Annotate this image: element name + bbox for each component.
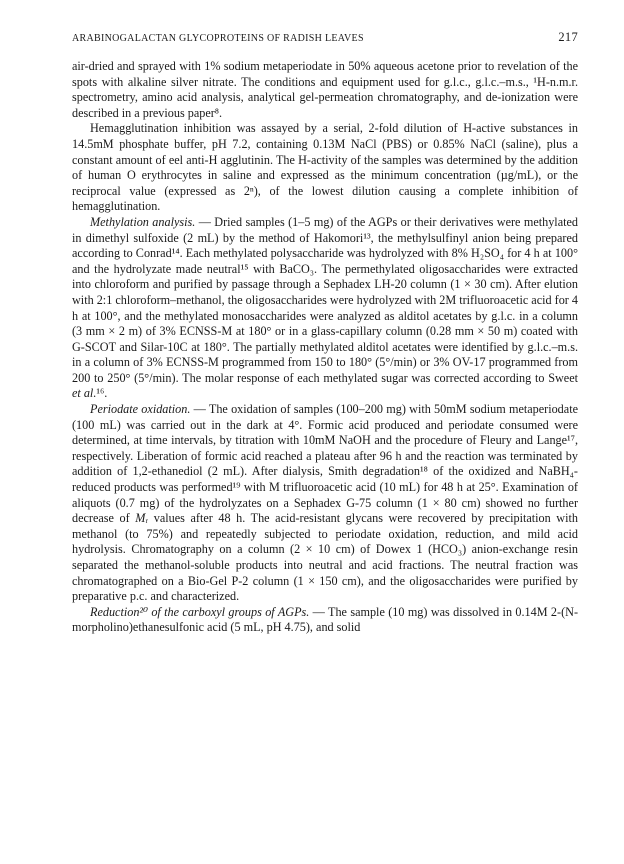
- paragraph: [72, 121, 578, 215]
- paragraph: [72, 59, 578, 121]
- journal-page: [72, 30, 578, 636]
- paragraph: [72, 605, 578, 636]
- page-number: 217: [558, 30, 578, 44]
- body-text-span: — The oxidation of samples (100–200 mg) with 50mM sodium metaperiodate (100 mL) was carried out in the dark at 4°. Formic acid produced and periodate consumed were determined, at time intervals, by titration with 10mM NaOH and the procedure of Fleury and Lange¹⁷, respectively. Liberation of formic acid reached a plateau after 96 h and the reaction was terminated by addition of 1,2-ethanediol (2 mL). After dialysis, Smith degradation¹⁸ of the oxidized and NaBH₄-reduced products was performed¹⁹ with M trifluoroacetic acid (10 mL) for 48 h at 25°. Examination of aliquots (0.7 mg) of the hydrolyzates on a Sephadex G-75 column (1 × 80 cm) showed no further decrease of: [72, 402, 578, 526]
- body-text-span: Hemagglutination inhibition was assayed by a serial, 2-fold dilution of H-active substances in 14.5mM phosphate buffer, pH 7.2, containing 0.13M NaCl (PBS) or 0.85% NaCl (saline), plus a constant amount of eel anti-H agglutinin. The H-activity of the samples was determined by the addition of human O erythrocytes in saline and expressed as the minimum concentration (µg/mL), or the reciprocal value (expressed as 2ⁿ), of the lowest dilution causing a complete inhibition of hemagglutination.: [72, 121, 578, 214]
- italic-text: Methylation analysis.: [90, 214, 196, 229]
- italic-text: et al.: [72, 386, 97, 401]
- paragraph: [72, 402, 578, 605]
- body-text-span: ᵣ values after 48 h. The acid-resistant glycans were recovered by precipitation with methanol (to 75%) and repeatedly subjected to periodate oxidation, reduction, and mild acid hydrolysis. Chromatography on a column (2 × 10 cm) of Dowex 1 (HCO₃) anion-exchange resin separated the methanol-soluble products into neutral and acid fractions. The neutral fraction was chromatographed on a Bio-Gel P-2 column (1 × 150 cm), and the oligosaccharides were purified by preparative p.c. and characterized.: [72, 511, 578, 604]
- paragraph: [72, 215, 578, 402]
- italic-text: Reduction²⁰ of the carboxyl groups of AGPs.: [90, 604, 310, 619]
- body-text-span: air-dried and sprayed with 1% sodium metaperiodate in 50% aqueous acetone prior to revelation of the spots with alkaline silver nitrate. The conditions and equipment used for g.l.c., g.l.c.–m.s., ¹H-n.m.r. spectrometry, amino acid analysis, analytical gel-permeation chromatography, and de-ionization were described in a previous paper⁸.: [72, 59, 578, 120]
- running-title: ARABINOGALACTAN GLYCOPROTEINS OF RADISH LEAVES: [72, 33, 364, 44]
- body-text: [72, 59, 578, 636]
- body-text-span: — Dried samples (1–5 mg) of the AGPs or their derivatives were methylated in dimethyl sulfoxide (2 mL) by the method of Hakomori¹³, the methylsulfinyl anion being prepared according to Conrad¹⁴. Each methylated polysaccharide was hydrolyzed with 8% H₂SO₄ for 4 h at 100° and the hydrolyzate made neutral¹⁵ with BaCO₃. The permethylated oligosaccharides were extracted into chloroform and purified by passage through a Sephadex LH-20 column (1 × 30 cm). After elution with 2:1 chloroform–methanol, the oligosaccharides were hydrolyzed with 2M trifluoroacetic acid for 4 h at 100°, and the methylated monosaccharides were analyzed as alditol acetates by g.l.c. in a column (3 mm × 2 m) of 3% ECNSS-M at 180° or in a glass-capillary column (0.28 mm × 50 m) coated with G-SCOT and Silar-10C at 180°. The partially methylated alditol acetates were identified by g.l.c.–m.s. in a column of 3% ECNSS-M programmed from 150 to 180° (5°/min) or 3% OV-17 programmed from 200 to 250° (5°/min). The molar response of each methylated sugar was corrected according to Sweet: [72, 214, 578, 385]
- running-head: [72, 30, 578, 45]
- body-text-span: ¹⁶.: [96, 386, 108, 401]
- italic-text: Periodate oxidation.: [90, 402, 191, 417]
- body-text-span: — The sample (10 mg) was dissolved in 0.14M 2-(N-morpholino)ethanesulfonic acid (5 mL, pH 4.75), and solid: [72, 604, 579, 635]
- italic-text: M: [135, 511, 146, 526]
